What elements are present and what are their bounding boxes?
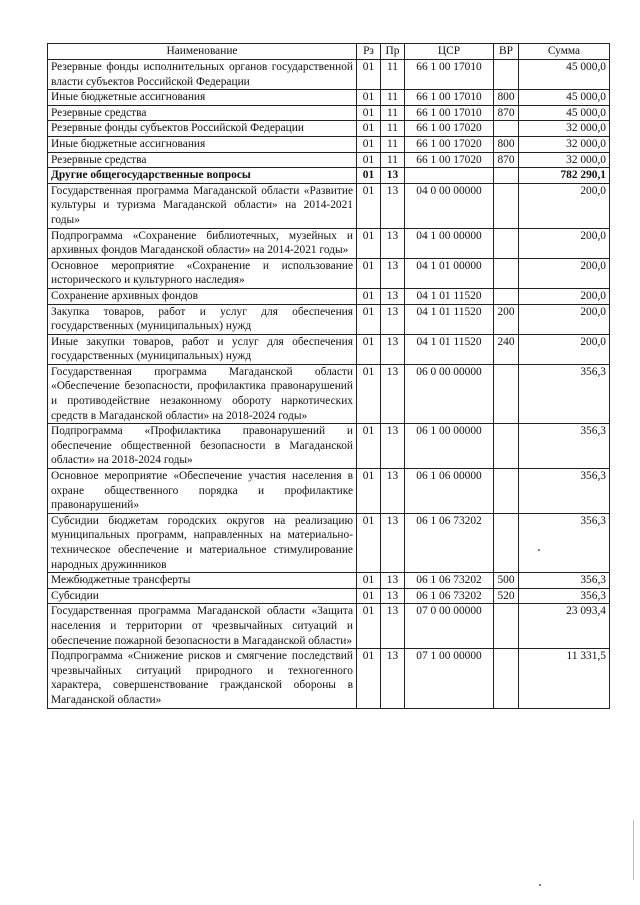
cell-pr: 13 [381, 228, 405, 258]
cell-sum: 356,3 [519, 513, 610, 572]
table-row [48, 469, 610, 514]
scan-edge-mark [633, 820, 634, 880]
cell-pr: 13 [381, 183, 405, 228]
cell-vr: 520 [494, 588, 519, 604]
cell-csr: 04 1 01 11520 [405, 304, 494, 334]
cell-csr: 07 1 00 00000 [405, 649, 494, 708]
cell-sum: 32 000,0 [519, 136, 610, 152]
cell-rz: 01 [357, 288, 381, 304]
cell-vr [494, 183, 519, 228]
cell-vr [494, 288, 519, 304]
table-row [48, 258, 610, 288]
cell-vr [494, 469, 519, 514]
cell-name: Резервные средства [48, 152, 357, 168]
cell-pr: 13 [381, 364, 405, 423]
cell-vr [494, 258, 519, 288]
cell-csr: 07 0 00 00000 [405, 604, 494, 649]
table-row [48, 136, 610, 152]
cell-csr: 06 1 06 73202 [405, 588, 494, 604]
cell-name: Субсидии бюджетам городских округов на реализацию муниципальных программ, направленных на материально-техническое обеспечение и материальное стимулирование народных дружинников [48, 513, 357, 572]
cell-vr: 200 [494, 304, 519, 334]
cell-pr: 13 [381, 513, 405, 572]
cell-csr: 04 1 01 00000 [405, 258, 494, 288]
table-row [48, 105, 610, 121]
cell-sum: 356,3 [519, 573, 610, 589]
cell-rz: 01 [357, 513, 381, 572]
cell-sum: 200,0 [519, 258, 610, 288]
table-row [48, 513, 610, 572]
cell-vr: 500 [494, 573, 519, 589]
cell-pr: 13 [381, 588, 405, 604]
cell-pr: 11 [381, 60, 405, 90]
cell-pr: 11 [381, 152, 405, 168]
cell-csr: 04 1 00 00000 [405, 228, 494, 258]
cell-vr: 800 [494, 90, 519, 106]
header-vr: ВР [494, 44, 519, 60]
cell-csr: 66 1 00 17010 [405, 60, 494, 90]
cell-name: Другие общегосударственные вопросы [48, 168, 357, 184]
cell-sum: 200,0 [519, 334, 610, 364]
table-row [48, 288, 610, 304]
cell-pr: 13 [381, 304, 405, 334]
cell-csr: 06 1 06 73202 [405, 513, 494, 572]
table-row [48, 90, 610, 106]
cell-pr: 13 [381, 288, 405, 304]
cell-vr [494, 168, 519, 184]
header-name: Наименование [48, 44, 357, 60]
cell-csr: 04 1 01 11520 [405, 288, 494, 304]
cell-rz: 01 [357, 424, 381, 469]
cell-rz: 01 [357, 649, 381, 708]
cell-name: Сохранение архивных фондов [48, 288, 357, 304]
cell-sum: 11 331,5 [519, 649, 610, 708]
cell-name: Резервные средства [48, 105, 357, 121]
cell-sum: 200,0 [519, 304, 610, 334]
cell-pr: 13 [381, 604, 405, 649]
cell-sum: 200,0 [519, 228, 610, 258]
cell-rz: 01 [357, 258, 381, 288]
cell-csr: 06 1 00 00000 [405, 424, 494, 469]
scan-speck [538, 549, 540, 551]
cell-vr [494, 121, 519, 137]
cell-name: Иные закупки товаров, работ и услуг для обеспечения государственных (муниципальных) нужд [48, 334, 357, 364]
cell-sum: 782 290,1 [519, 168, 610, 184]
cell-csr: 66 1 00 17020 [405, 136, 494, 152]
cell-rz: 01 [357, 588, 381, 604]
cell-name: Субсидии [48, 588, 357, 604]
cell-rz: 01 [357, 228, 381, 258]
cell-rz: 01 [357, 90, 381, 106]
cell-csr: 04 1 01 11520 [405, 334, 494, 364]
cell-pr: 11 [381, 136, 405, 152]
cell-pr: 13 [381, 649, 405, 708]
cell-vr [494, 513, 519, 572]
cell-csr: 06 1 06 73202 [405, 573, 494, 589]
cell-rz: 01 [357, 304, 381, 334]
table-row [48, 588, 610, 604]
table-row [48, 573, 610, 589]
table-row [48, 152, 610, 168]
cell-pr: 11 [381, 105, 405, 121]
cell-sum: 45 000,0 [519, 105, 610, 121]
cell-rz: 01 [357, 364, 381, 423]
cell-rz: 01 [357, 168, 381, 184]
table-row [48, 364, 610, 423]
cell-sum: 45 000,0 [519, 90, 610, 106]
cell-pr: 13 [381, 573, 405, 589]
cell-sum: 200,0 [519, 183, 610, 228]
table-header-row [48, 44, 610, 60]
cell-name: Иные бюджетные ассигнования [48, 136, 357, 152]
cell-name: Государственная программа Магаданской области «Развитие культуры и туризма Магаданской области» на 2014-2021 годы» [48, 183, 357, 228]
cell-csr: 66 1 00 17020 [405, 121, 494, 137]
cell-name: Основное мероприятие «Сохранение и использование исторического и культурного наследия» [48, 258, 357, 288]
cell-sum: 356,3 [519, 364, 610, 423]
cell-pr: 13 [381, 258, 405, 288]
cell-sum: 23 093,4 [519, 604, 610, 649]
cell-csr: 66 1 00 17020 [405, 152, 494, 168]
budget-table [47, 43, 610, 709]
cell-pr: 13 [381, 334, 405, 364]
cell-vr: 240 [494, 334, 519, 364]
cell-csr: 04 0 00 00000 [405, 183, 494, 228]
cell-rz: 01 [357, 152, 381, 168]
cell-vr [494, 649, 519, 708]
table-row [48, 424, 610, 469]
cell-vr [494, 364, 519, 423]
cell-name: Государственная программа Магаданской области «Обеспечение безопасности, профилактика правонарушений и противодействие незаконному обороту наркотических средств в Магаданской области» на 2018-2024 годы» [48, 364, 357, 423]
cell-name: Государственная программа Магаданской области «Защита населения и территории от чрезвычайных ситуаций и обеспечение пожарной безопасности в Магаданской области» [48, 604, 357, 649]
cell-pr: 13 [381, 168, 405, 184]
cell-csr: 06 1 06 00000 [405, 469, 494, 514]
table-row [48, 168, 610, 184]
cell-vr [494, 424, 519, 469]
cell-pr: 11 [381, 121, 405, 137]
cell-pr: 13 [381, 469, 405, 514]
cell-rz: 01 [357, 334, 381, 364]
header-rz: Рз [357, 44, 381, 60]
table-row [48, 183, 610, 228]
cell-vr [494, 604, 519, 649]
cell-csr [405, 168, 494, 184]
cell-pr: 13 [381, 424, 405, 469]
header-pr: Пр [381, 44, 405, 60]
cell-csr: 66 1 00 17010 [405, 90, 494, 106]
cell-sum: 356,3 [519, 424, 610, 469]
cell-vr: 870 [494, 105, 519, 121]
cell-rz: 01 [357, 469, 381, 514]
cell-rz: 01 [357, 136, 381, 152]
cell-name: Резервные фонды исполнительных органов государственной власти субъектов Российской Федерации [48, 60, 357, 90]
table-body [48, 60, 610, 709]
cell-sum: 45 000,0 [519, 60, 610, 90]
cell-rz: 01 [357, 121, 381, 137]
cell-name: Иные бюджетные ассигнования [48, 90, 357, 106]
cell-rz: 01 [357, 573, 381, 589]
header-sum: Сумма [519, 44, 610, 60]
cell-name: Подпрограмма «Сохранение библиотечных, музейных и архивных фондов Магаданской области» на 2014-2021 годы» [48, 228, 357, 258]
cell-rz: 01 [357, 183, 381, 228]
cell-name: Подпрограмма «Снижение рисков и смягчение последствий чрезвычайных ситуаций природного и техногенного характера, совершенствование гражданской обороны в Магаданской области» [48, 649, 357, 708]
cell-sum: 32 000,0 [519, 152, 610, 168]
table-row [48, 604, 610, 649]
cell-sum: 356,3 [519, 469, 610, 514]
cell-name: Межбюджетные трансферты [48, 573, 357, 589]
table-row [48, 228, 610, 258]
cell-sum: 356,3 [519, 588, 610, 604]
cell-name: Резервные фонды субъектов Российской Федерации [48, 121, 357, 137]
cell-vr [494, 60, 519, 90]
table-row [48, 334, 610, 364]
cell-pr: 11 [381, 90, 405, 106]
cell-name: Закупка товаров, работ и услуг для обеспечения государственных (муниципальных) нужд [48, 304, 357, 334]
table-row [48, 60, 610, 90]
cell-rz: 01 [357, 60, 381, 90]
cell-name: Подпрограмма «Профилактика правонарушений и обеспечение общественной безопасности в Магаданской области» на 2018-2024 годы» [48, 424, 357, 469]
header-csr: ЦСР [405, 44, 494, 60]
cell-rz: 01 [357, 105, 381, 121]
cell-csr: 66 1 00 17010 [405, 105, 494, 121]
scan-speck [539, 884, 541, 886]
table-row [48, 649, 610, 708]
cell-csr: 06 0 00 00000 [405, 364, 494, 423]
cell-vr: 800 [494, 136, 519, 152]
cell-sum: 200,0 [519, 288, 610, 304]
cell-rz: 01 [357, 604, 381, 649]
cell-vr: 870 [494, 152, 519, 168]
table-row [48, 121, 610, 137]
cell-vr [494, 228, 519, 258]
table-row [48, 304, 610, 334]
cell-name: Основное мероприятие «Обеспечение участия населения в охране общественного порядка и профилактике правонарушений» [48, 469, 357, 514]
cell-sum: 32 000,0 [519, 121, 610, 137]
